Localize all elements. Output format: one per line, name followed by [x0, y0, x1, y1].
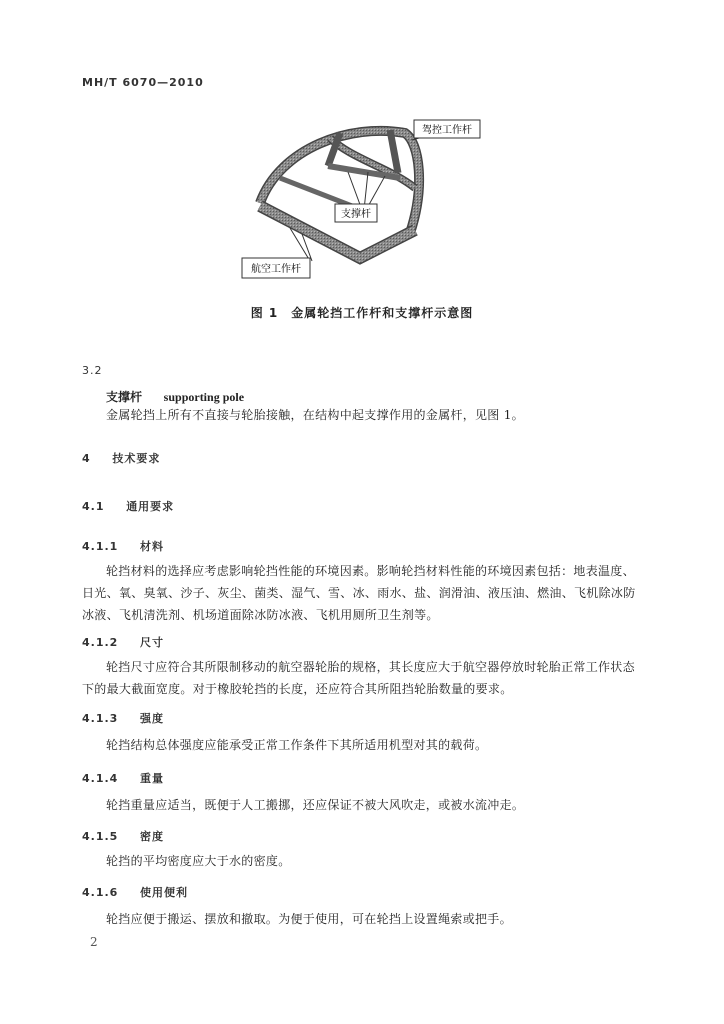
term-title	[106, 388, 244, 405]
term-title-en: supporting pole	[163, 390, 245, 404]
section-4-1-3-text: 轮挡结构总体强度应能承受正常工作条件下其所适用机型对其的载荷。	[106, 738, 488, 752]
section-4-1-1-text: 轮挡材料的选择应考虑影响轮挡性能的环境因素。影响轮挡材料性能的环境因素包括：地表温度、日光、氧、臭氧、沙子、灰尘、菌类、湿气、雪、冰、雨水、盐、润滑油、液压油、燃油、飞机除冰防冰液、飞机清洗剂、机场道面除冰防冰液、飞机用厕所卫生剂等。	[82, 564, 636, 622]
standard-code-header: MH/T 6070—2010	[82, 76, 204, 89]
figure-1-diagram	[240, 118, 490, 283]
page-number: 2	[90, 935, 98, 949]
term-definition: 金属轮挡上所有不直接与轮胎接触，在结构中起支撑作用的金属杆，见图 1。	[106, 408, 524, 422]
label-lower-working-pole: 航空工作杆	[251, 264, 301, 275]
section-4-heading	[82, 450, 160, 466]
section-4-1-2-text: 轮挡尺寸应符合其所限制移动的航空器轮胎的规格，其长度应大于航空器停放时轮胎正常工作状态下的最大截面宽度。对于橡胶轮挡的长度，还应符合其所阻挡轮胎数量的要求。	[82, 660, 635, 696]
section-title: 技术要求	[112, 452, 161, 465]
section-4-1-1-heading: 4.1.1 材料	[82, 540, 165, 553]
label-upper-working-pole: 驾控工作杆	[422, 125, 472, 136]
section-number: 4	[82, 452, 91, 465]
term-number: 3.2	[82, 364, 103, 377]
term-title-cn: 支撑杆	[106, 390, 143, 404]
section-4-1-heading: 4.1 通用要求	[82, 500, 175, 513]
section-4-1-4-heading: 4.1.4 重量	[82, 772, 165, 785]
section-4-1-4-text: 轮挡重量应适当，既便于人工搬挪，还应保证不被大风吹走，或被水流冲走。	[106, 798, 525, 812]
section-4-1-6-text: 轮挡应便于搬运、摆放和撤取。为便于使用，可在轮挡上设置绳索或把手。	[106, 912, 512, 926]
figure-caption: 图 1 金属轮挡工作杆和支撑杆示意图	[250, 306, 474, 320]
label-supporting-pole: 支撑杆	[341, 209, 371, 220]
section-4-1-3-heading: 4.1.3 强度	[82, 712, 165, 725]
section-4-1-5-heading: 4.1.5 密度	[82, 830, 165, 843]
section-4-1-5-text: 轮挡的平均密度应大于水的密度。	[106, 854, 291, 868]
section-4-1-6-heading: 4.1.6 使用便利	[82, 886, 189, 899]
section-4-1-2-heading: 4.1.2 尺寸	[82, 636, 165, 649]
chock-frame-illustration	[240, 118, 490, 283]
